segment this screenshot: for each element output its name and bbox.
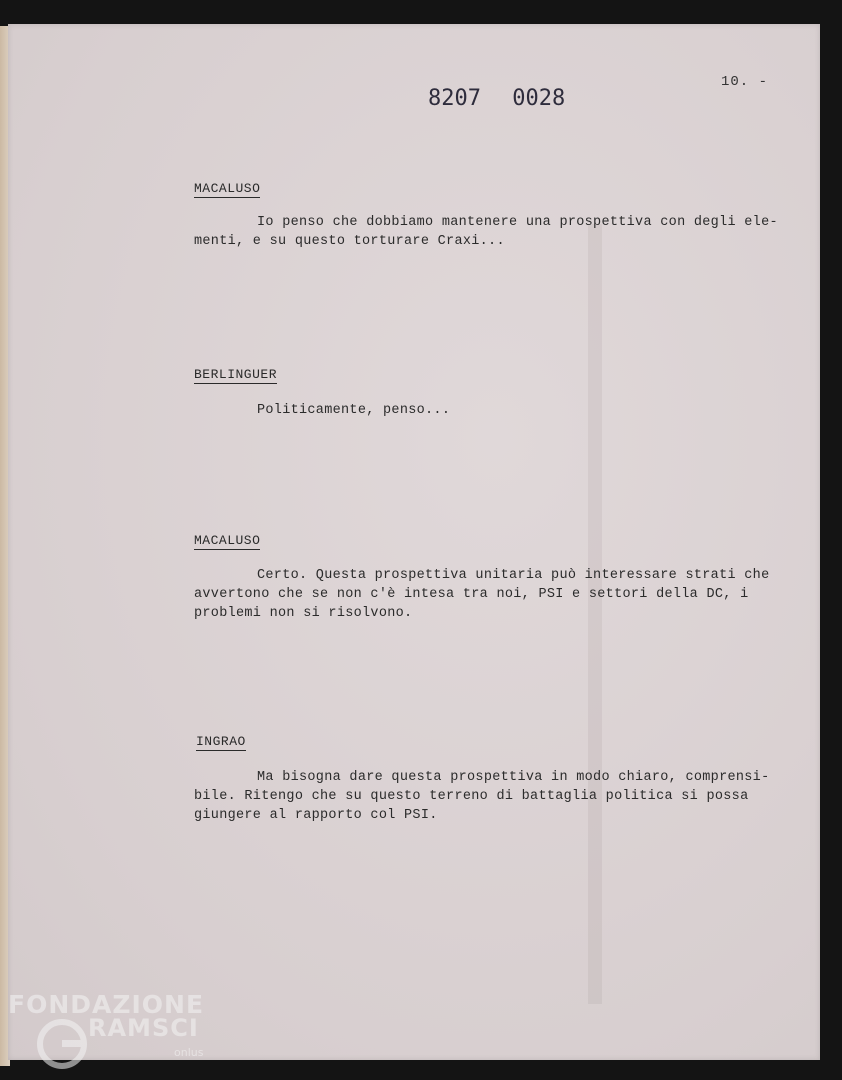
speech-text (194, 213, 778, 251)
speech-line: Politicamente, penso... (257, 403, 451, 418)
speech-line: menti, e su questo torturare Craxi... (194, 234, 505, 249)
document-code: 8207 0028 (428, 86, 566, 111)
watermark-line1: FONDAZIONE (8, 990, 205, 1019)
speaker-name: MACALUSO (194, 181, 261, 196)
speech-text (194, 566, 770, 623)
speech-line: problemi non si risolvono. (194, 606, 413, 621)
speech-line: giungere al rapporto col PSI. (194, 808, 438, 823)
speech-line: avvertono che se non c'è intesa tra noi, PSI e settori della DC, i (194, 587, 749, 602)
speech-line: Ma bisogna dare questa prospettiva in modo chiaro, comprensi- (257, 770, 770, 785)
speech-line: Io penso che dobbiamo mantenere una prospettiva con degli ele- (257, 215, 778, 230)
speaker-name: MACALUSO (194, 533, 261, 548)
speech-line: bile. Ritengo che su questo terreno di battaglia politica si possa (194, 789, 749, 804)
speaker-name: INGRAO (196, 734, 246, 749)
watermark-onlus: onlus (174, 1046, 204, 1059)
speech-text (194, 768, 770, 825)
page-number: 10. - (721, 74, 769, 90)
document-page (8, 24, 820, 1060)
watermark-line2: RAMSCI (88, 1014, 199, 1042)
g-logo-icon (34, 1016, 90, 1072)
speech-text (194, 401, 754, 420)
fondazione-gramsci-watermark (4, 990, 214, 1075)
speaker-name: BERLINGUER (194, 367, 278, 382)
speech-line: Certo. Questa prospettiva unitaria può interessare strati che (257, 568, 770, 583)
